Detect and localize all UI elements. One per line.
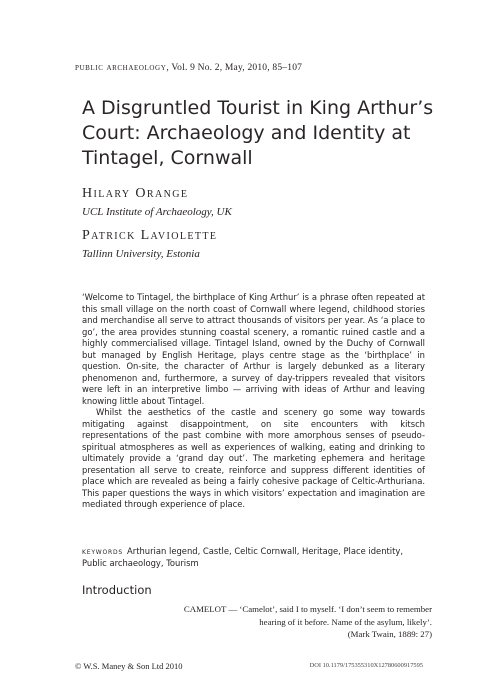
title-line: A Disgruntled Tourist in King Arthur’s <box>82 97 434 119</box>
keywords-label: keywords <box>82 546 124 556</box>
abstract-paragraph: ‘Welcome to Tintagel, the birthplace of King Arthur’ is a phrase often repeated at this small village on the north coast of Cornwall where legend, childhood stories and merchandise all serve to attract thousands of visitors per year. As ‘a place to go’, the area provides stunning coastal scenery, a romantic ruined castle and a highly commercialised village. Tintagel Island, owned by the Duchy of Cornwall but managed by English Heritage, plays centre stage as the ‘birthplace’ in question. On-site, the character of Arthur is largely debunked as a literary phenomenon and, furthermore, a survey of day-trippers revealed that visitors were left in an interpretive limbo — arriving with ideas of Arthur and leaving knowing little about Tintagel. <box>82 292 425 406</box>
epigraph-line: CAMELOT — ‘Camelot’, said I to myself. ‘I don’t seem to remember <box>183 604 432 614</box>
article-title <box>82 96 442 171</box>
keywords-list: Arthurian legend, Castle, Celtic Cornwall, Heritage, Place identity, Public archaeology, Tourism <box>82 546 404 568</box>
journal-citation <box>75 63 302 73</box>
abstract-paragraph: Whilst the aesthetics of the castle and scenery go some way towards mitigating against disappointment, on site encounters with kitsch representations of the past combine with more amorphous senses of pseudo-spiritual atmospheres as well as experiences of walking, eating and drinking to ultimately provide a ‘grand day out’. The marketing ephemera and heritage presentation all serve to create, reinforce and suppress different identities of place which are revealed as being a fairly cohesive package of Celtic-Arthuriana. This paper questions the ways in which visitors’ expectation and imagination are mediated through experience of place. <box>82 407 425 509</box>
epigraph-line: hearing of it before. Name of the asylum, likely’. <box>259 616 432 627</box>
author-affiliation: Tallinn University, Estonia <box>82 248 200 260</box>
journal-volume-info: , Vol. 9 No. 2, May, 2010, 85–107 <box>166 63 303 73</box>
title-line: Court: Archaeology and Identity at <box>82 122 411 144</box>
title-line: Tintagel, Cornwall <box>82 147 253 169</box>
abstract <box>82 292 425 511</box>
epigraph-citation: (Mark Twain, 1889: 27) <box>347 629 432 639</box>
doi-link[interactable]: DOI 10.1179/175355310X12780600917595 <box>309 662 423 669</box>
copyright-notice: © W.S. Maney & Son Ltd 2010 <box>75 661 183 671</box>
author-affiliation: UCL Institute of Archaeology, UK <box>82 206 232 218</box>
epigraph <box>160 603 432 641</box>
keywords <box>82 545 425 569</box>
author-name: Patrick Laviolette <box>82 228 218 243</box>
section-heading: Introduction <box>82 583 152 597</box>
author-name: Hilary Orange <box>82 186 189 201</box>
journal-name: public archaeology <box>75 63 167 73</box>
